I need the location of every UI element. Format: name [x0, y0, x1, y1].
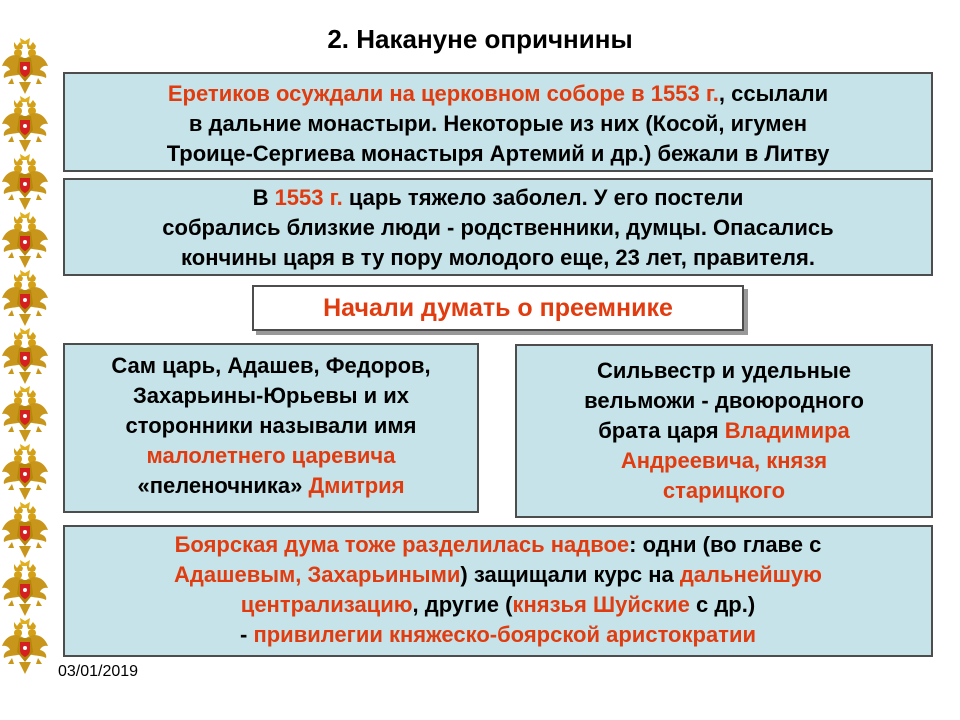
duma-text: , другие (: [412, 592, 513, 617]
slide-date: 03/01/2019: [58, 663, 139, 680]
duma-highlight: князья Шуйские: [512, 592, 690, 617]
successor-heading: Начали думать о преемнике: [252, 285, 744, 331]
double-headed-eagle-icon: [0, 328, 50, 386]
slide-title: 2. Накануне опричнины: [327, 24, 633, 54]
dmitry-line-1: Сам царь, Адашев, Федоров,: [111, 353, 431, 378]
vladimir-line-2: вельможи - двоюродного: [584, 388, 864, 413]
duma-line-1: [65, 530, 931, 560]
illness-line-1: [65, 183, 931, 213]
heretics-text: , ссылали: [718, 81, 829, 106]
duma-text: : одни (во главе с: [629, 532, 822, 557]
duma-highlight: привилегии княжеско-боярской аристократии: [253, 622, 756, 647]
duma-text: -: [239, 622, 254, 647]
dmitry-text: «пеленочника»: [137, 473, 309, 498]
dmitry-line-3: сторонники называли имя: [125, 413, 417, 438]
duma-text: с др.): [689, 592, 756, 617]
vladimir-line-3: [517, 416, 931, 446]
duma-highlight: Боярская дума тоже разделилась надвое: [174, 532, 630, 557]
illness-line-3: кончины царя в ту пору молодого еще, 23 лет, правителя.: [181, 245, 815, 270]
dmitry-supporters-box: [63, 343, 479, 513]
double-headed-eagle-icon: [0, 270, 50, 328]
vladimir-line-4: Андреевича, князя: [620, 448, 828, 473]
double-headed-eagle-icon: [0, 502, 50, 560]
heretics-line-1: [65, 79, 931, 109]
duma-highlight: централизацию: [240, 592, 413, 617]
eagle-decoration-strip: [0, 38, 52, 676]
heretics-line-3: Троице-Сергиева монастыря Артемий и др.) бежали в Литву: [166, 141, 830, 166]
vladimir-line-1: Сильвестр и удельные: [597, 358, 851, 383]
double-headed-eagle-icon: [0, 212, 50, 270]
double-headed-eagle-icon: [0, 386, 50, 444]
dmitry-name: Дмитрия: [308, 473, 405, 498]
dmitry-line-2: Захарьины-Юрьевы и их: [132, 383, 410, 408]
vladimir-text: брата царя: [598, 418, 725, 443]
duma-highlight: Адашевым, Захарьиными: [174, 562, 461, 587]
double-headed-eagle-icon: [0, 96, 50, 154]
heretics-line-2: в дальние монастыри. Некоторые из них (Косой, игумен: [188, 111, 808, 136]
double-headed-eagle-icon: [0, 618, 50, 676]
vladimir-supporters-box: [515, 344, 933, 518]
double-headed-eagle-icon: [0, 560, 50, 618]
dmitry-line-4: малолетнего царевича: [146, 443, 396, 468]
illness-line-2: собрались близкие люди - родственники, думцы. Опасались: [162, 215, 834, 240]
dmitry-line-5: [65, 471, 477, 501]
heretics-highlight: Еретиков осуждали на церковном соборе в 1553 г.: [167, 81, 719, 106]
vladimir-name: Владимира: [724, 418, 850, 443]
illness-text: В: [252, 185, 275, 210]
duma-line-2: [65, 560, 931, 590]
duma-text: ) защищали курс на: [460, 562, 680, 587]
duma-line-3: [65, 590, 931, 620]
illness-text: царь тяжело заболел. У его постели: [342, 185, 744, 210]
vladimir-line-5: старицкого: [662, 478, 786, 503]
illness-year: 1553 г.: [274, 185, 343, 210]
boyar-duma-box: [63, 525, 933, 657]
tsar-illness-box: [63, 178, 933, 276]
double-headed-eagle-icon: [0, 444, 50, 502]
heretics-box: [63, 72, 933, 172]
duma-line-4: [65, 620, 931, 650]
double-headed-eagle-icon: [0, 154, 50, 212]
duma-highlight: дальнейшую: [679, 562, 822, 587]
